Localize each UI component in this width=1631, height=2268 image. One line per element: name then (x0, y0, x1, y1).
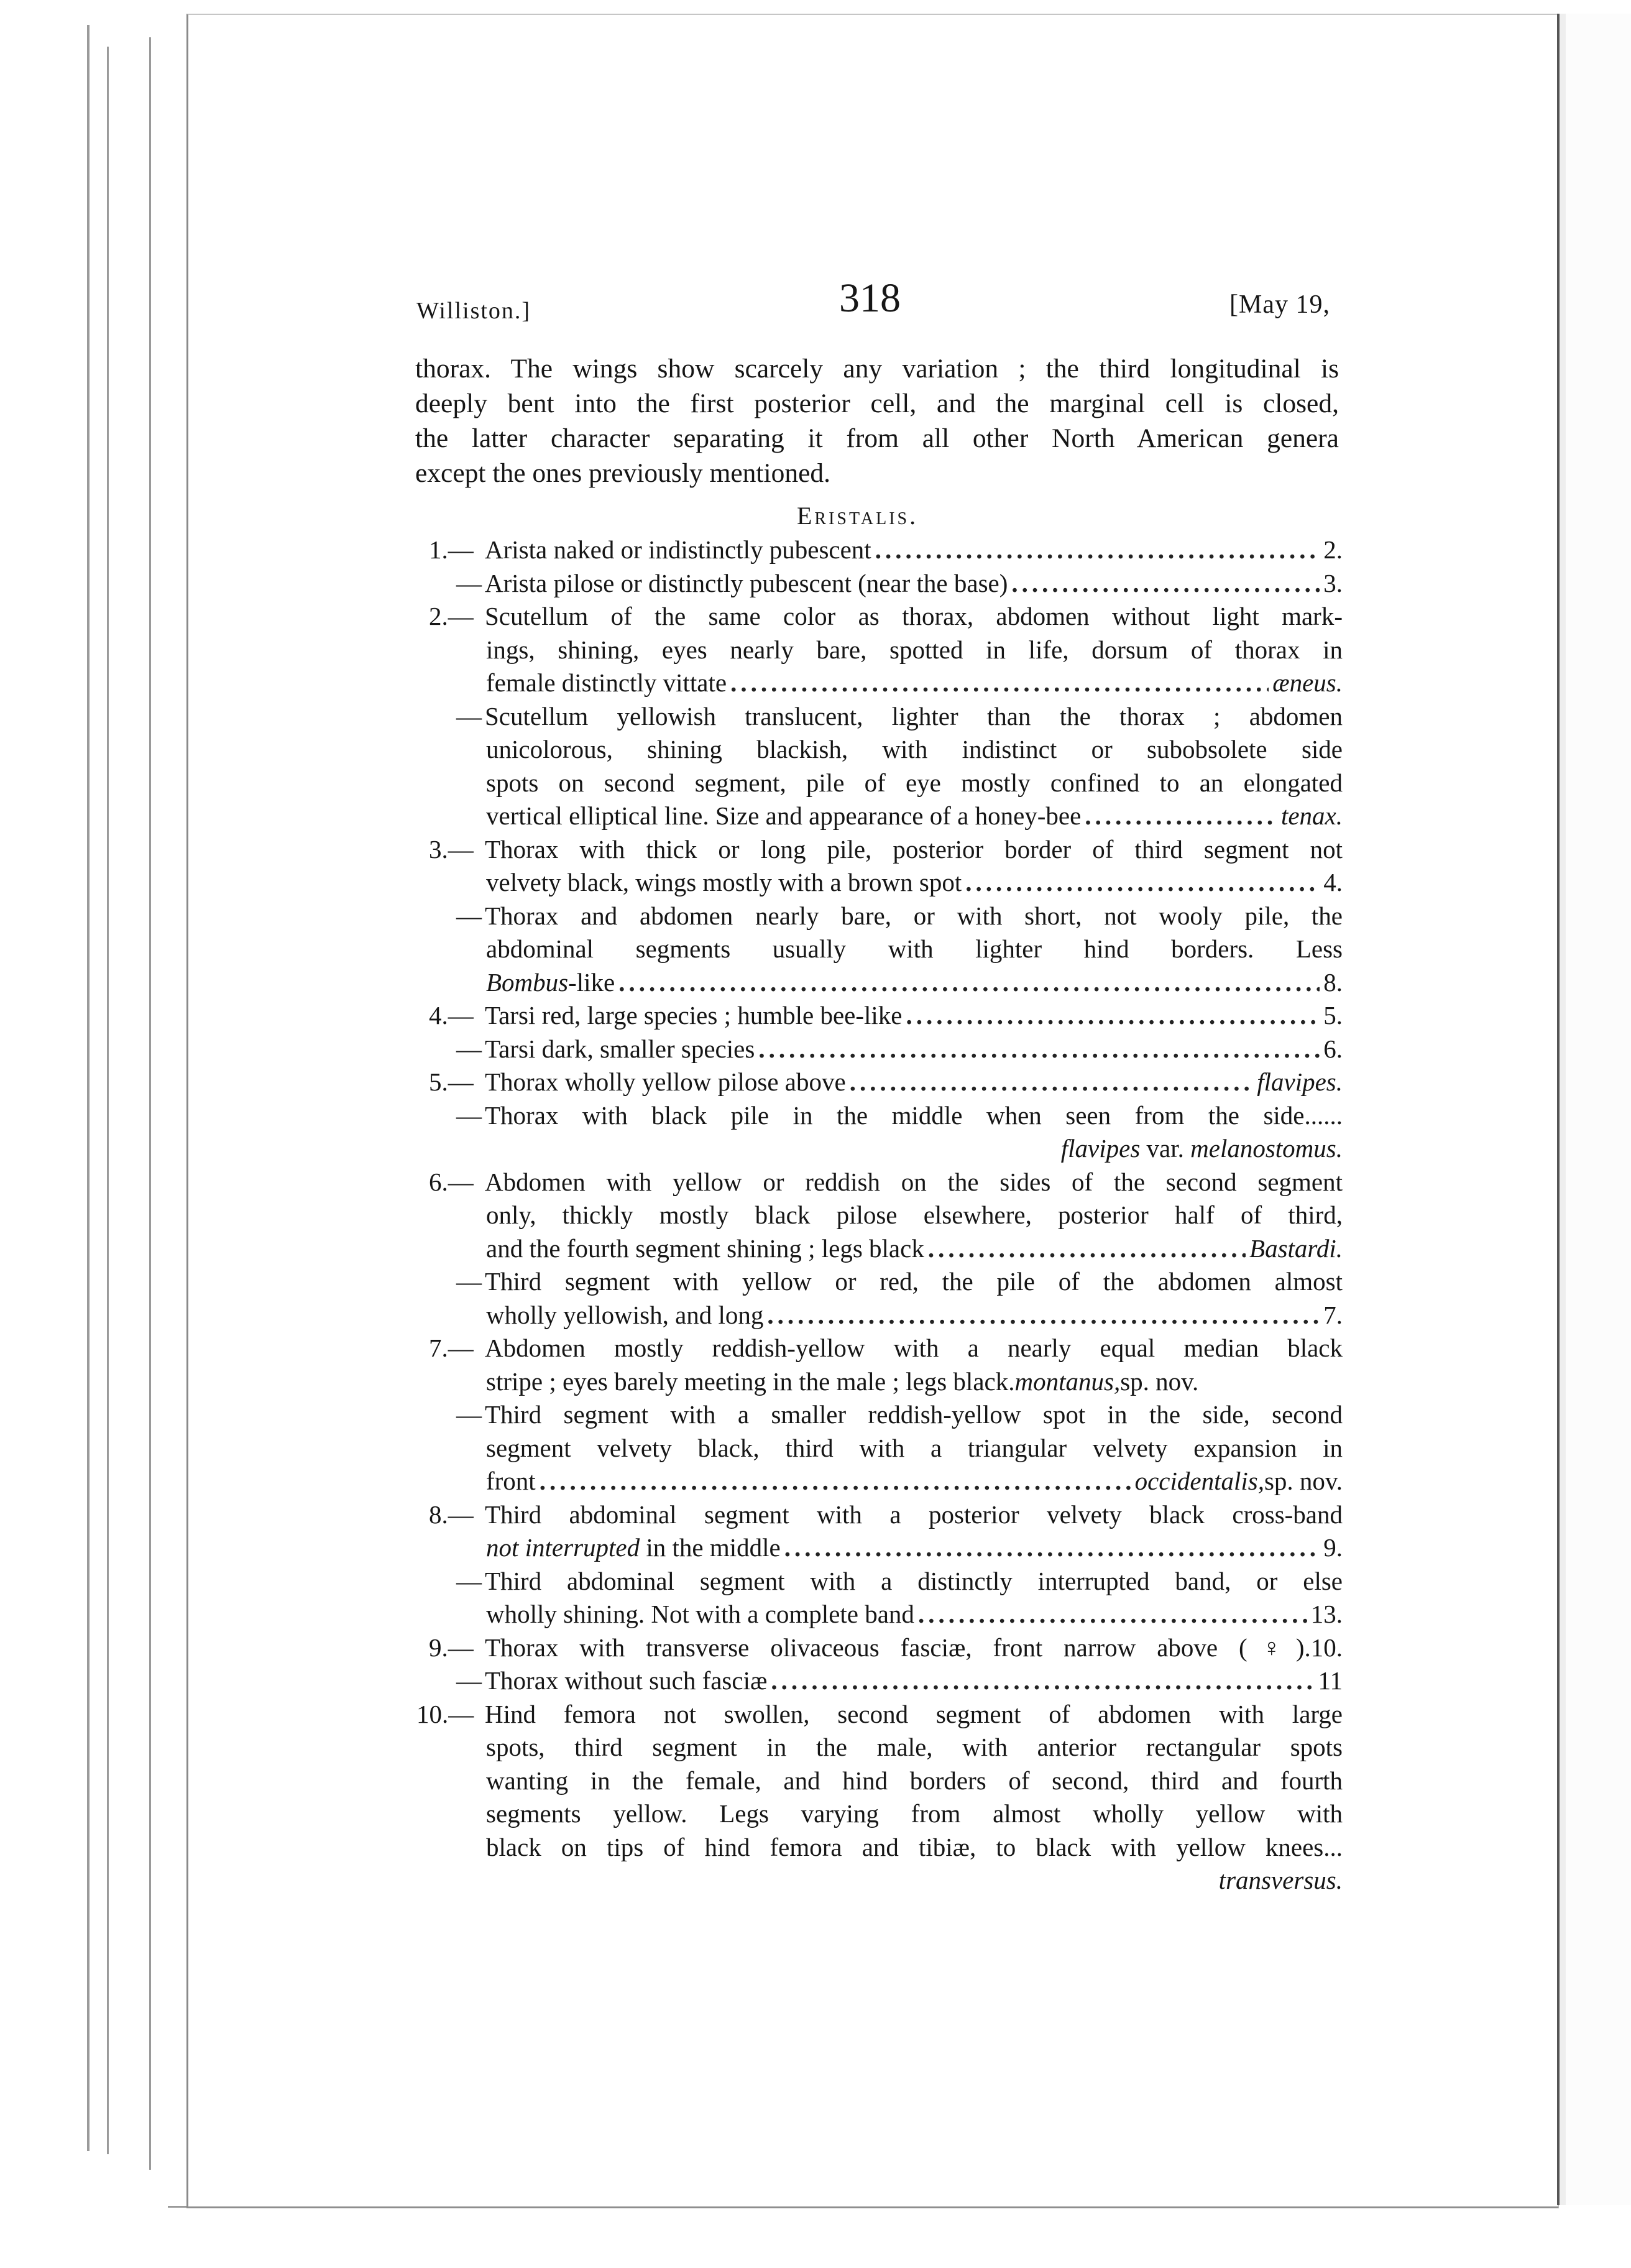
species-name: Bastardi. (1249, 1233, 1343, 1263)
couplet-number: 6.— (429, 1167, 474, 1196)
alternative-dash: — (456, 1400, 482, 1429)
species-name: occidentalis, (1134, 1467, 1264, 1495)
key-text: vertical elliptical line. Size and appearance of a honey-bee (486, 801, 1082, 830)
couplet-number: 5.— (429, 1067, 474, 1096)
key-text: Abdomen mostly reddish-yellow with a nearly equal median black (485, 1334, 1343, 1362)
key-line (429, 1398, 1343, 1432)
key-result: 11 (1318, 1666, 1343, 1695)
couplet-number: 8.— (429, 1500, 474, 1529)
key-text: only, thickly mostly black pilose elsewhere, posterior half of third, (486, 1201, 1343, 1229)
key-result: 3. (1323, 568, 1343, 597)
couplet-number: 7.— (429, 1334, 474, 1362)
key-line (429, 999, 1343, 1033)
alternative-dash: — (456, 1100, 482, 1130)
key-line (429, 1232, 1343, 1266)
key-text: segment velvety black, third with a triangular velvety expansion in (486, 1433, 1343, 1462)
key-result: 6. (1323, 1034, 1343, 1063)
key-line (429, 1299, 1343, 1332)
key-text: unicolorous, shining blackish, with indistinct or subobsolete side (486, 735, 1343, 763)
intro-line: the latter character separating it from all other North American genera (415, 423, 1339, 453)
page-number: 318 (839, 275, 901, 321)
key-result: 9. (1323, 1533, 1343, 1562)
key-line (429, 733, 1343, 767)
key-text: Thorax with transverse olivaceous fasciæ, front narrow above (♀).10. (485, 1633, 1343, 1662)
dot-leader (875, 533, 1320, 567)
species-name: æneus. (1272, 668, 1343, 697)
species-name: flavipes (1060, 1134, 1141, 1163)
key-line (429, 966, 1343, 1000)
alternative-dash: — (456, 1267, 482, 1296)
dot-leader (850, 1066, 1254, 1099)
key-line (429, 1033, 1343, 1066)
dot-leader (540, 1465, 1131, 1498)
couplet-number: 2.— (429, 602, 474, 630)
key-line (429, 1664, 1343, 1698)
key-text: in the middle (640, 1533, 781, 1562)
alternative-dash: — (456, 1666, 482, 1695)
key-line (429, 1132, 1343, 1166)
key-line (429, 800, 1343, 833)
species-name: tenax. (1280, 801, 1343, 830)
key-line (429, 1365, 1343, 1399)
key-line (429, 866, 1343, 900)
intro-line: deeply bent into the first posterior cell, and the marginal cell is closed, (415, 389, 1339, 418)
key-line (429, 1565, 1343, 1598)
key-text: Third abdominal segment with a posterior velvety black cross-band (485, 1500, 1343, 1529)
key-line (429, 634, 1343, 667)
section-title: Eristalis. (797, 502, 919, 530)
couplet-number: 9.— (429, 1633, 474, 1662)
key-text: wholly yellowish, and long (486, 1300, 764, 1329)
dot-leader (758, 1033, 1320, 1066)
dot-leader (1085, 800, 1277, 833)
key-line (429, 933, 1343, 966)
couplet-number: 4.— (429, 1001, 474, 1030)
dot-leader (618, 966, 1320, 1000)
dot-leader (918, 1598, 1307, 1631)
alternative-dash: — (456, 568, 482, 597)
key-result: 8. (1323, 967, 1343, 997)
key-text: Arista pilose or distinctly pubescent (near the base) (485, 568, 1008, 597)
key-line (429, 900, 1343, 933)
key-result: 2. (1323, 535, 1343, 564)
key-line (429, 1166, 1343, 1199)
running-header-author: Williston.] (416, 298, 531, 324)
running-header-date: [May 19, (1229, 290, 1330, 319)
key-text: Thorax with thick or long pile, posterior border of third segment not (485, 834, 1343, 864)
dot-leader (767, 1299, 1320, 1332)
key-line (429, 1631, 1343, 1665)
key-text: front (486, 1467, 536, 1495)
key-line (429, 666, 1343, 700)
couplet-number: 3.— (429, 834, 474, 864)
key-text: Abdomen with yellow or reddish on the sides of the second segment (485, 1167, 1343, 1196)
species-name: montanus, (1014, 1367, 1121, 1396)
key-text: Arista naked or indistinctly pubescent (485, 535, 871, 564)
key-text: Tarsi dark, smaller species (485, 1034, 755, 1063)
dot-leader (928, 1232, 1246, 1266)
genus-name: Bombus (486, 967, 569, 997)
emphasis-text: not interrupted (486, 1533, 640, 1562)
key-line (429, 1265, 1343, 1299)
key-result: sp. nov. (1120, 1367, 1199, 1396)
dot-leader (1011, 567, 1320, 601)
scan-border-left-mid (107, 47, 109, 2154)
couplet-number: 1.— (429, 535, 474, 564)
key-text: Thorax without such fasciæ (485, 1666, 768, 1695)
alternative-dash: — (456, 701, 482, 731)
species-name: flavipes. (1257, 1067, 1343, 1096)
key-result: sp. nov. (1264, 1467, 1343, 1495)
key-text: segments yellow. Legs varying from almost wholly yellow with (486, 1799, 1343, 1828)
couplet-number: 10.— (416, 1699, 474, 1728)
key-text: stripe ; eyes barely meeting in the male ; legs black. (486, 1367, 1015, 1396)
next-page-edge (1557, 14, 1631, 2205)
key-text: Tarsi red, large species ; humble bee-like (485, 1001, 903, 1030)
key-line (429, 1864, 1343, 1897)
key-text: Third segment with a smaller reddish-yellow spot in the side, second (485, 1400, 1343, 1429)
dot-leader (771, 1664, 1314, 1698)
key-line (429, 1332, 1343, 1365)
key-line (429, 600, 1343, 634)
intro-paragraph (415, 351, 1339, 491)
dot-leader (730, 666, 1269, 700)
key-text: Thorax wholly yellow pilose above (485, 1067, 846, 1096)
dot-leader (965, 866, 1320, 900)
identification-key (416, 533, 1343, 1897)
key-text: spots on second segment, pile of eye mostly confined to an elongated (486, 768, 1343, 797)
key-line (429, 1066, 1343, 1099)
dot-leader (906, 999, 1320, 1033)
key-text: Thorax with black pile in the middle when seen from the side...... (485, 1100, 1343, 1130)
key-text: Third abdominal segment with a distinctly interrupted band, or else (485, 1566, 1343, 1595)
key-line (429, 1432, 1343, 1465)
key-text: Scutellum yellowish translucent, lighter than the thorax ; abdomen (485, 701, 1343, 731)
key-text: Third segment with yellow or red, the pile of the abdomen almost (485, 1267, 1343, 1296)
scan-border-left-outer (87, 25, 90, 2151)
key-text: Thorax and abdomen nearly bare, or with short, not wooly pile, the (485, 901, 1343, 930)
scan-border-left-inner (149, 37, 151, 2170)
key-line (429, 1764, 1343, 1798)
key-line (429, 1598, 1343, 1631)
key-line (429, 1531, 1343, 1565)
key-text: abdominal segments usually with lighter hind borders. Less (486, 934, 1343, 963)
key-text: wholly shining. Not with a complete band (486, 1600, 914, 1628)
key-line (429, 833, 1343, 867)
key-line (429, 1099, 1343, 1133)
key-line (429, 533, 1343, 567)
key-text: Scutellum of the same color as thorax, abdomen without light mark- (485, 602, 1343, 630)
key-line (429, 1731, 1343, 1764)
alternative-dash: — (456, 1034, 482, 1063)
species-name: transversus. (1218, 1866, 1343, 1894)
key-line (416, 1698, 1343, 1731)
intro-line: thorax. The wings show scarcely any variation ; the third longitudinal is (415, 354, 1339, 384)
key-text: spots, third segment in the male, with anterior rectangular spots (486, 1733, 1343, 1761)
key-result: 5. (1323, 1001, 1343, 1030)
alternative-dash: — (456, 1566, 482, 1595)
key-text: and the fourth segment shining ; legs black (486, 1233, 924, 1263)
key-line (429, 1199, 1343, 1232)
key-result: 13. (1310, 1600, 1343, 1628)
key-text: Hind femora not swollen, second segment of abdomen with large (485, 1699, 1343, 1728)
key-text: black on tips of hind femora and tibiæ, to black with yellow knees... (486, 1832, 1343, 1861)
key-result: 7. (1323, 1300, 1343, 1329)
key-text: ings, shining, eyes nearly bare, spotted in life, dorsum of thorax in (486, 635, 1343, 664)
key-result: 4. (1323, 868, 1343, 897)
alternative-dash: — (456, 901, 482, 930)
dot-leader (784, 1531, 1320, 1565)
key-text: wanting in the female, and hind borders of second, third and fourth (486, 1766, 1343, 1795)
key-text: -like (568, 967, 615, 997)
variety-name: melanostomus. (1190, 1134, 1343, 1163)
key-text: female distinctly vittate (486, 668, 727, 697)
intro-line: except the ones previously mentioned. (415, 458, 831, 488)
key-line (429, 1797, 1343, 1831)
key-line (429, 700, 1343, 734)
key-line (429, 1498, 1343, 1532)
key-line (429, 767, 1343, 800)
key-text: velvety black, wings mostly with a brown spot (486, 868, 962, 897)
key-line (429, 1465, 1343, 1498)
key-text: var. (1140, 1134, 1191, 1163)
key-line (429, 567, 1343, 601)
key-line (429, 1831, 1343, 1865)
